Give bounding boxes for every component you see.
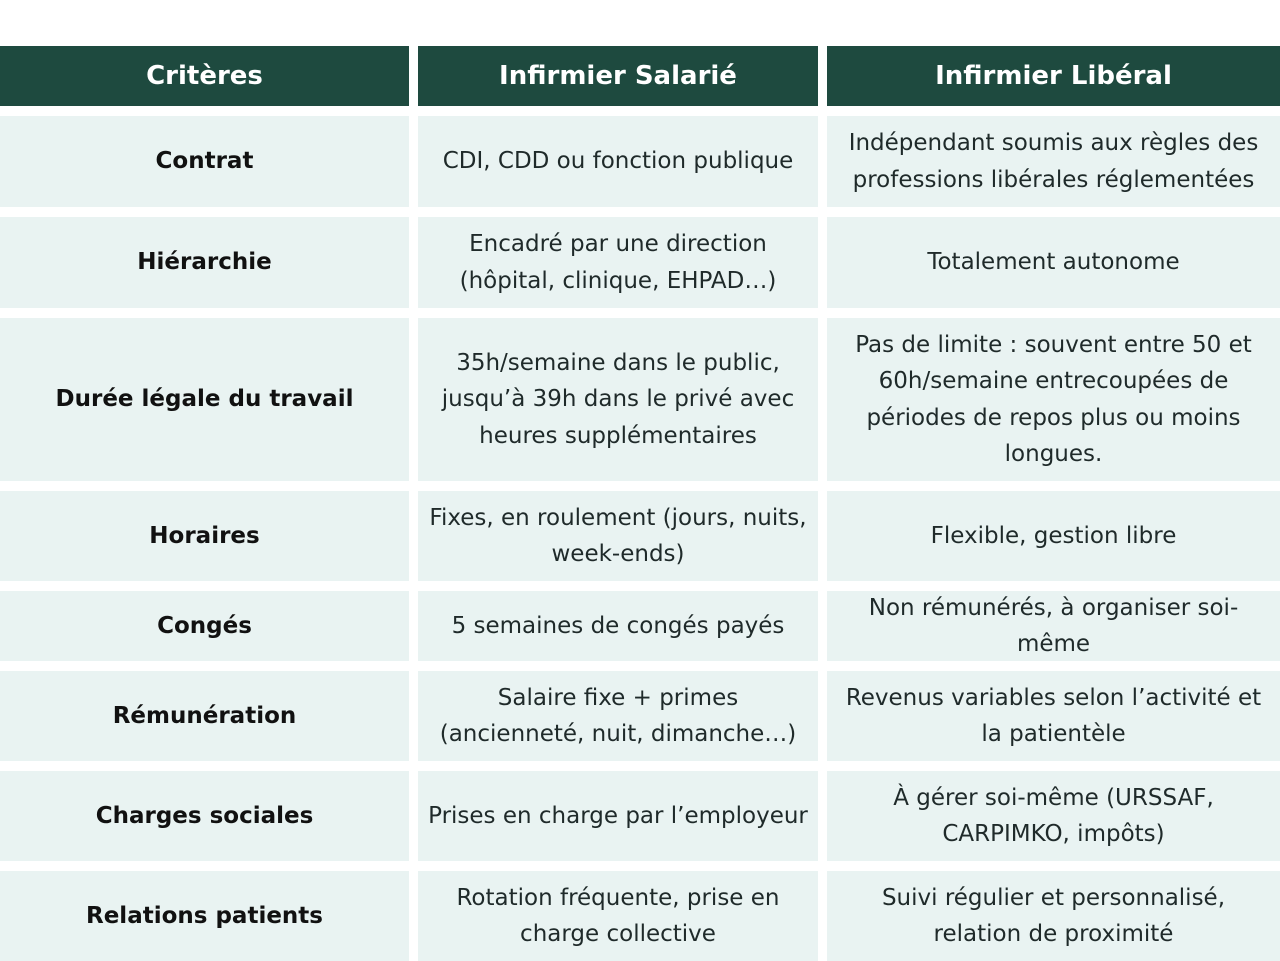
table-row [0,116,1280,207]
criterion-cell: Horaires [0,491,409,581]
table-header-row [0,46,1280,106]
criterion-cell: Relations patients [0,871,409,961]
liberal-cell: Revenus variables selon l’activité et la patientèle [827,671,1280,761]
comparison-table [0,46,1280,961]
criterion-cell: Durée légale du travail [0,318,409,481]
table-row [0,671,1280,761]
criterion-cell: Congés [0,591,409,661]
salaried-cell: Prises en charge par l’employeur [418,771,818,861]
criterion-cell: Charges sociales [0,771,409,861]
liberal-cell: À gérer soi-même (URSSAF, CARPIMKO, impôts) [827,771,1280,861]
criterion-cell: Rémunération [0,671,409,761]
salaried-cell: 35h/semaine dans le public, jusqu’à 39h dans le privé avec heures supplémentaires [418,318,818,481]
liberal-cell: Non rémunérés, à organiser soi-même [827,591,1280,661]
table-row [0,318,1280,481]
table-row [0,591,1280,661]
table-row [0,217,1280,308]
header-liberal: Infirmier Libéral [827,46,1280,106]
header-salaried: Infirmier Salarié [418,46,818,106]
table-row [0,491,1280,581]
salaried-cell: Rotation fréquente, prise en charge collective [418,871,818,961]
criterion-cell: Hiérarchie [0,217,409,308]
liberal-cell: Totalement autonome [827,217,1280,308]
table-row [0,771,1280,861]
liberal-cell: Flexible, gestion libre [827,491,1280,581]
criterion-cell: Contrat [0,116,409,207]
liberal-cell: Pas de limite : souvent entre 50 et 60h/semaine entrecoupées de périodes de repos plus ou moins longues. [827,318,1280,481]
salaried-cell: CDI, CDD ou fonction publique [418,116,818,207]
table-row [0,871,1280,961]
salaried-cell: 5 semaines de congés payés [418,591,818,661]
liberal-cell: Indépendant soumis aux règles des professions libérales réglementées [827,116,1280,207]
salaried-cell: Encadré par une direction (hôpital, clinique, EHPAD…) [418,217,818,308]
salaried-cell: Salaire fixe + primes (ancienneté, nuit, dimanche…) [418,671,818,761]
liberal-cell: Suivi régulier et personnalisé, relation de proximité [827,871,1280,961]
salaried-cell: Fixes, en roulement (jours, nuits, week-ends) [418,491,818,581]
header-criteria: Critères [0,46,409,106]
